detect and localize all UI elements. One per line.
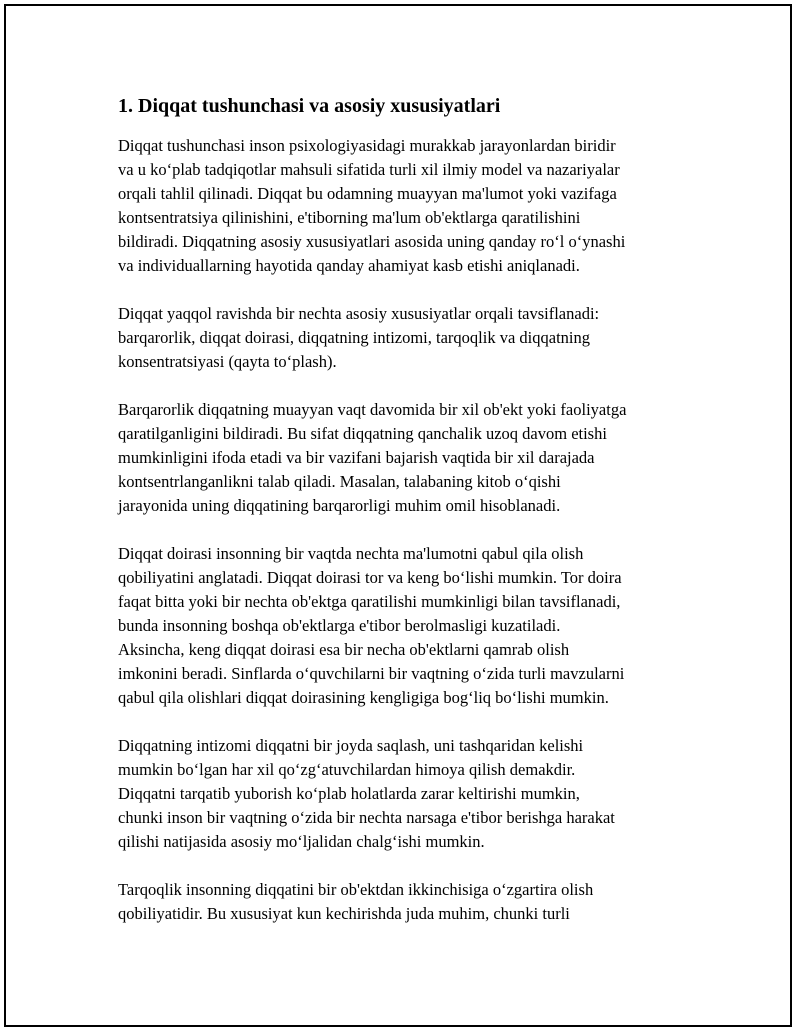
text-line: qobiliyatidir. Bu xususiyat kun kechirishda juda muhim, chunki turli	[118, 904, 570, 923]
text-line: Aksincha, keng diqqat doirasi esa bir necha ob'ektlarni qamrab olish	[118, 640, 570, 659]
text-line: orqali tahlil qilinadi. Diqqat bu odamning muayyan ma'lumot yoki vazifaga	[118, 184, 617, 203]
text-line: kontsentrlanganlikni talab qiladi. Masalan, talabaning kitob o‘qishi	[118, 472, 561, 491]
paragraph-container	[118, 134, 688, 926]
paragraph	[118, 398, 688, 518]
text-line: jarayonida uning diqqatining barqarorligi muhim omil hisoblanadi.	[118, 496, 561, 515]
text-line: qabul qila olishlari diqqat doirasining kengligiga bog‘liq bo‘lishi mumkin.	[118, 688, 609, 707]
text-line: qaratilganligini bildiradi. Bu sifat diqqatning qanchalik uzoq davom etishi	[118, 424, 607, 443]
text-line: Diqqat yaqqol ravishda bir nechta asosiy xususiyatlar orqali tavsiflanadi:	[118, 304, 600, 323]
paragraph	[118, 134, 688, 278]
text-line: Diqqat tushunchasi inson psixologiyasidagi murakkab jarayonlardan biridir	[118, 136, 616, 155]
text-line: Tarqoqlik insonning diqqatini bir ob'ektdan ikkinchisiga o‘zgartira olish	[118, 880, 594, 899]
text-line: Diqqatni tarqatib yuborish ko‘plab holatlarda zarar keltirishi mumkin,	[118, 784, 580, 803]
text-line: konsentratsiyasi (qayta to‘plash).	[118, 352, 337, 371]
paragraph	[118, 878, 688, 926]
text-line: mumkin bo‘lgan har xil qo‘zg‘atuvchilardan himoya qilish demakdir.	[118, 760, 576, 779]
paragraph	[118, 542, 688, 710]
text-line: va individuallarning hayotida qanday ahamiyat kasb etishi aniqlanadi.	[118, 256, 580, 275]
paragraph	[118, 302, 688, 374]
text-line: qilishi natijasida asosiy mo‘ljalidan chalg‘ishi mumkin.	[118, 832, 485, 851]
text-line: barqarorlik, diqqat doirasi, diqqatning intizomi, tarqoqlik va diqqatning	[118, 328, 590, 347]
text-line: kontsentratsiya qilinishini, e'tiborning ma'lum ob'ektlarga qaratilishini	[118, 208, 581, 227]
text-line: Diqqatning intizomi diqqatni bir joyda saqlash, uni tashqaridan kelishi	[118, 736, 584, 755]
text-line: chunki inson bir vaqtning o‘zida bir nechta narsaga e'tibor berishga harakat	[118, 808, 615, 827]
text-line: bunda insonning boshqa ob'ektlarga e'tibor berolmasligi kuzatiladi.	[118, 616, 561, 635]
text-line: va u ko‘plab tadqiqotlar mahsuli sifatida turli xil ilmiy model va nazariyalar	[118, 160, 620, 179]
document-body	[118, 93, 688, 950]
section-heading: 1. Diqqat tushunchasi va asosiy xususiyatlari	[118, 95, 501, 117]
text-line: imkonini beradi. Sinflarda o‘quvchilarni bir vaqtning o‘zida turli mavzularni	[118, 664, 625, 683]
text-line: qobiliyatini anglatadi. Diqqat doirasi tor va keng bo‘lishi mumkin. Tor doira	[118, 568, 622, 587]
text-line: bildiradi. Diqqatning asosiy xususiyatlari asosida uning qanday ro‘l o‘ynashi	[118, 232, 626, 251]
paragraph	[118, 734, 688, 854]
text-line: Diqqat doirasi insonning bir vaqtda nechta ma'lumotni qabul qila olish	[118, 544, 584, 563]
text-line: mumkinligini ifoda etadi va bir vazifani bajarish vaqtida bir xil darajada	[118, 448, 595, 467]
text-line: faqat bitta yoki bir nechta ob'ektga qaratilishi mumkinligi bilan tavsiflanadi,	[118, 592, 621, 611]
text-line: Barqarorlik diqqatning muayyan vaqt davomida bir xil ob'ekt yoki faoliyatga	[118, 400, 627, 419]
